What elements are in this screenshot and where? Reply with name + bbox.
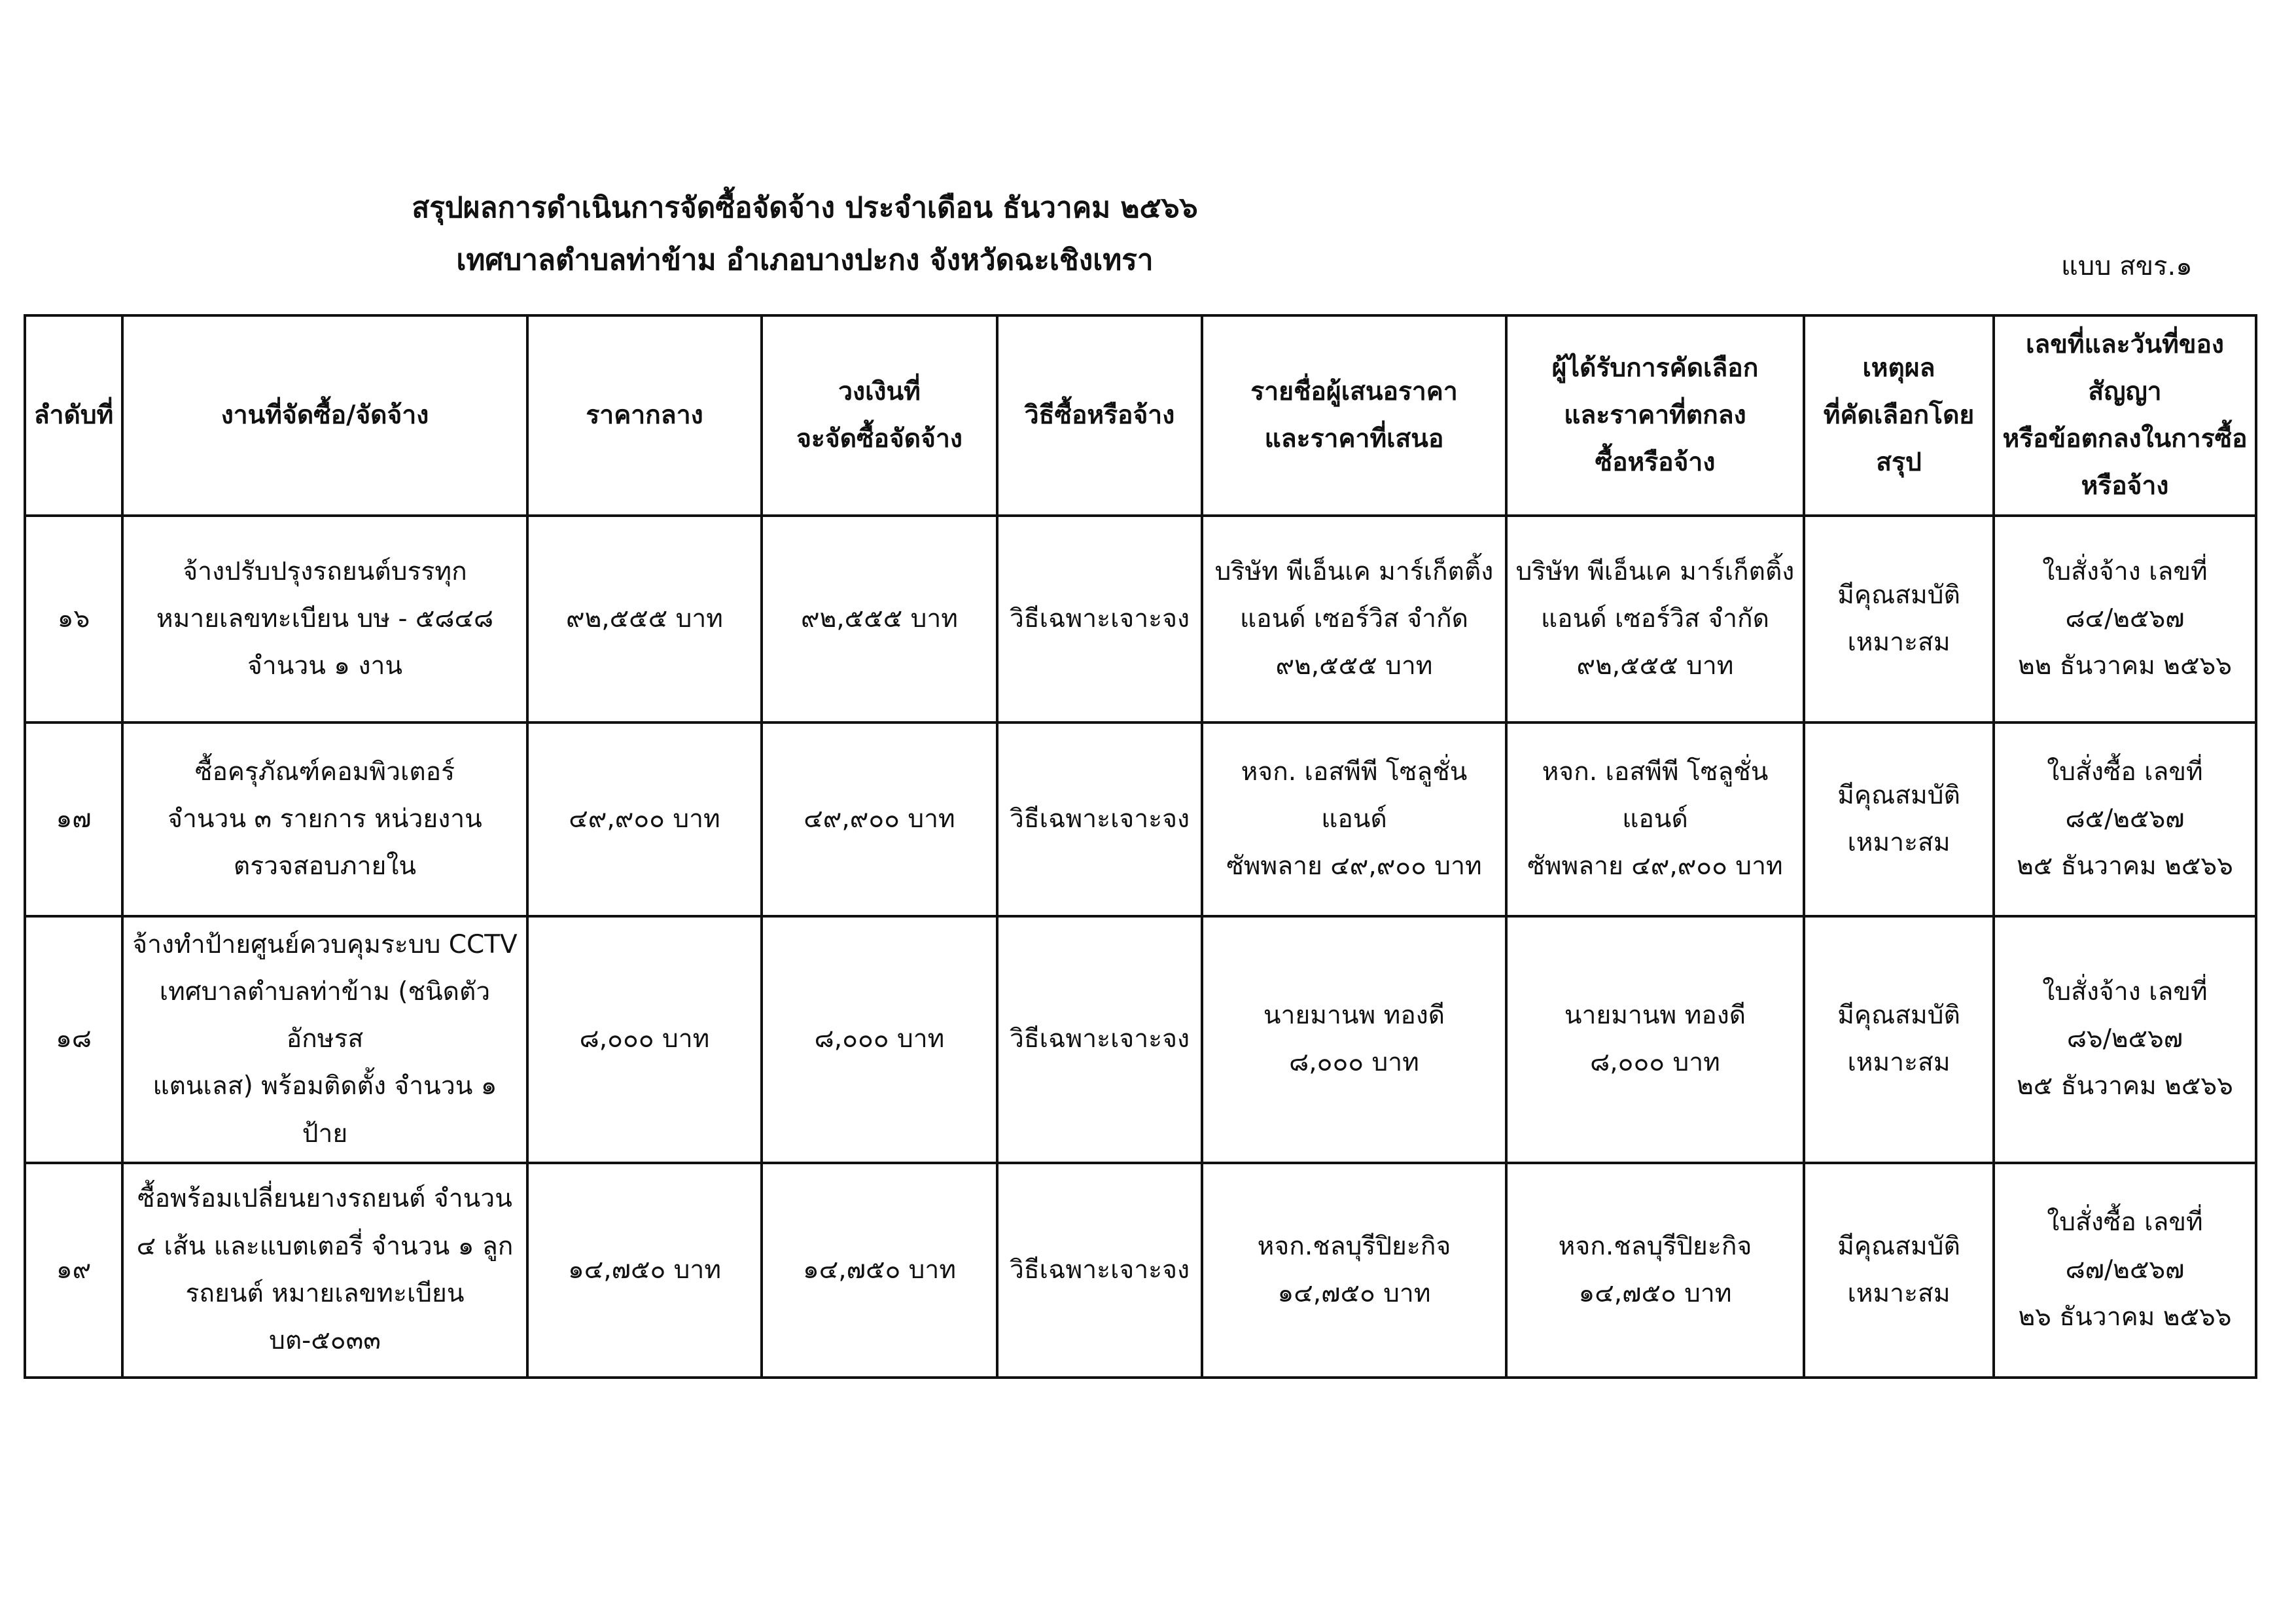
organization-subtitle: เทศบาลตำบลท่าข้าม อำเภอบางปะกง จังหวัดฉะเชิงเทรา [456, 243, 1154, 277]
col-header-number: ลำดับที่ [25, 315, 122, 516]
col-header-method: วิธีซื้อหรือจ้าง [997, 315, 1202, 516]
row-bidders: นายมานพ ทองดี ๘,๐๐๐ บาท [1202, 916, 1506, 1163]
row-method: วิธีเฉพาะเจาะจง [997, 722, 1202, 916]
row-contract: ใบสั่งซื้อ เลขที่ ๘๕/๒๕๖๗ ๒๕ ธันวาคม ๒๕๖๖ [1994, 722, 2256, 916]
procurement-table [24, 314, 2257, 1379]
table-row [25, 722, 2256, 916]
row-number: ๑๘ [25, 916, 122, 1163]
col-header-budget: วงเงินที่ จะจัดซื้อจัดจ้าง [762, 315, 997, 516]
row-median-price: ๙๒,๕๕๕ บาท [527, 516, 762, 722]
row-reason: มีคุณสมบัติ เหมาะสม [1804, 722, 1994, 916]
row-reason: มีคุณสมบัติ เหมาะสม [1804, 916, 1994, 1163]
row-number: ๑๖ [25, 516, 122, 722]
row-reason: มีคุณสมบัติ เหมาะสม [1804, 516, 1994, 722]
row-item: จ้างปรับปรุงรถยนต์บรรทุก หมายเลขทะเบียน บษ - ๕๘๔๘ จำนวน ๑ งาน [122, 516, 527, 722]
col-header-contract: เลขที่และวันที่ของ สัญญา หรือข้อตกลงในการซื้อ หรือจ้าง [1994, 315, 2256, 516]
row-median-price: ๑๔,๗๕๐ บาท [527, 1163, 762, 1378]
row-median-price: ๘,๐๐๐ บาท [527, 916, 762, 1163]
row-method: วิธีเฉพาะเจาะจง [997, 916, 1202, 1163]
row-budget: ๙๒,๕๕๕ บาท [762, 516, 997, 722]
table-header-row [25, 315, 2256, 516]
row-winner: หจก.ชลบุรีปิยะกิจ ๑๔,๗๕๐ บาท [1506, 1163, 1804, 1378]
col-header-winner: ผู้ได้รับการคัดเลือก และราคาที่ตกลง ซื้อหรือจ้าง [1506, 315, 1804, 516]
row-budget: ๔๙,๙๐๐ บาท [762, 722, 997, 916]
row-bidders: หจก.ชลบุรีปิยะกิจ ๑๔,๗๕๐ บาท [1202, 1163, 1506, 1378]
table-row [25, 916, 2256, 1163]
col-header-item: งานที่จัดซื้อ/จัดจ้าง [122, 315, 527, 516]
row-item: ซื้อพร้อมเปลี่ยนยางรถยนต์ จำนวน ๔ เส้น และแบตเตอรี่ จำนวน ๑ ลูก รถยนต์ หมายเลขทะเบียน บต-๕๐๓๓ [122, 1163, 527, 1378]
row-number: ๑๙ [25, 1163, 122, 1378]
row-item: จ้างทำป้ายศูนย์ควบคุมระบบ CCTV เทศบาลตำบลท่าข้าม (ชนิดตัวอักษรส แตนเลส) พร้อมติดตั้ง จำนวน ๑ ป้าย [122, 916, 527, 1163]
row-contract: ใบสั่งจ้าง เลขที่ ๘๔/๒๕๖๗ ๒๒ ธันวาคม ๒๕๖๖ [1994, 516, 2256, 722]
row-contract: ใบสั่งจ้าง เลขที่ ๘๖/๒๕๖๗ ๒๕ ธันวาคม ๒๕๖๖ [1994, 916, 2256, 1163]
row-bidders: บริษัท พีเอ็นเค มาร์เก็ตติ้ง แอนด์ เซอร์วิส จำกัด ๙๒,๕๕๕ บาท [1202, 516, 1506, 722]
col-header-reason: เหตุผล ที่คัดเลือกโดย สรุป [1804, 315, 1994, 516]
row-budget: ๘,๐๐๐ บาท [762, 916, 997, 1163]
document-title: สรุปผลการดำเนินการจัดซื้อจัดจ้าง ประจำเดือน ธันวาคม ๒๕๖๖ [412, 191, 1198, 224]
row-item: ซื้อครุภัณฑ์คอมพิวเตอร์ จำนวน ๓ รายการ หน่วยงาน ตรวจสอบภายใน [122, 722, 527, 916]
table-row [25, 516, 2256, 722]
col-header-median-price: ราคากลาง [527, 315, 762, 516]
row-number: ๑๗ [25, 722, 122, 916]
row-method: วิธีเฉพาะเจาะจง [997, 1163, 1202, 1378]
row-bidders: หจก. เอสพีพี โซลูชั่น แอนด์ ซัพพลาย ๔๙,๙๐๐ บาท [1202, 722, 1506, 916]
row-winner: บริษัท พีเอ็นเค มาร์เก็ตติ้ง แอนด์ เซอร์วิส จำกัด ๙๒,๕๕๕ บาท [1506, 516, 1804, 722]
table-row [25, 1163, 2256, 1378]
row-budget: ๑๔,๗๕๐ บาท [762, 1163, 997, 1378]
row-winner: หจก. เอสพีพี โซลูชั่น แอนด์ ซัพพลาย ๔๙,๙๐๐ บาท [1506, 722, 1804, 916]
row-reason: มีคุณสมบัติ เหมาะสม [1804, 1163, 1994, 1378]
row-contract: ใบสั่งซื้อ เลขที่ ๘๗/๒๕๖๗ ๒๖ ธันวาคม ๒๕๖๖ [1994, 1163, 2256, 1378]
col-header-bidders: รายชื่อผู้เสนอราคา และราคาที่เสนอ [1202, 315, 1506, 516]
row-median-price: ๔๙,๙๐๐ บาท [527, 722, 762, 916]
row-winner: นายมานพ ทองดี ๘,๐๐๐ บาท [1506, 916, 1804, 1163]
row-method: วิธีเฉพาะเจาะจง [997, 516, 1202, 722]
form-code: แบบ สขร.๑ [2061, 251, 2193, 281]
